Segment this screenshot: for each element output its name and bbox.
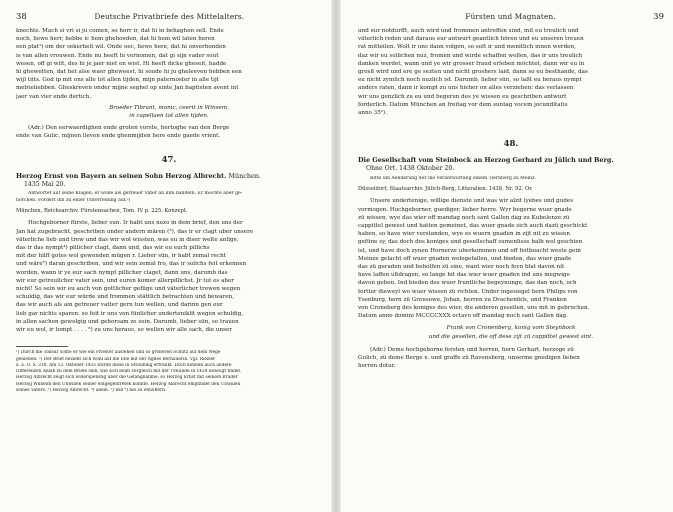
text-line: das zü geraden und beholfen zü sine, want wier noch feyn blat davon nit [358, 264, 565, 271]
document-date-47: 1435 Mai 20. [24, 180, 66, 188]
document-regest-48 [358, 176, 664, 183]
document-regest-47 [16, 191, 322, 204]
footnote-line: seines Vaters. ³) Herzog Albrecht. ⁴) allein. ⁵) wiß ⁶) nie zu entziffern. [16, 388, 167, 394]
text-line: väterlich reden und daraus eur antwurt geantlich hören und eu unseren treuen [358, 36, 584, 43]
text-line: rat mitteilen. Wolt ir uns dann volgen, so solt ir und menitlich innen werden, [358, 44, 576, 51]
right-running-head [358, 12, 664, 22]
right-body-text [358, 197, 664, 320]
text-line: mebteliebben. Gheskreven onder mijne seghel op sinte Jan baptisten avent int [16, 85, 239, 92]
footnote-line: Herzog Wilhelm den Unwillen seiner entgegentreten konnte. Herzog Albrecht empfindet den Unwillen [16, 381, 241, 387]
text-line: hi ghewetten, dat het alse waer gheweest, hi soude hi ju gheleeven hebben een [16, 69, 242, 76]
document-title-48: Die Gesellschaft vom Steinbock an Herzog Gerhard zu Jülich und Berg. [358, 156, 614, 165]
right-signature [358, 324, 664, 340]
address-line: (Adr.) Deme hochgeborne fersten und herren, hern Gerhart, herzoge zü [370, 346, 574, 353]
document-title-47 [16, 172, 322, 181]
text-line: Unsere undertenige, willige dienste und was wir alzit lyebes und gudes [370, 198, 574, 205]
text-line: fortter dieweyl wo wuer wissen zü richten. Under ingesiegel hern Philips von [358, 288, 578, 295]
text-line: grosß wird und ere ge sezten und nicht groshers laid, dann so eu besthande, das [358, 69, 588, 76]
text-line: wir eur getreulicher vater sein, und euren komer allerpillichst. Jr tut es aber [16, 277, 234, 284]
text-line: wir uns genzlich zu eu und begeren des ye wissen eu geschriben antwurt [358, 93, 567, 100]
footnote-rule [16, 346, 68, 347]
text-line: noch, liewe herr, hebbe ic hem ghehoeden, dat hi hem wil laten heren [16, 36, 215, 43]
address-line: herren dotur. [358, 363, 396, 370]
text-line: is van allen vrouwen. Ende nu heeft hi vernomen, dat gi sijn vader sout [16, 52, 219, 59]
text-line: anders raten, dann ir kompt zu uns hieher on alles verziehen: das verlassen [358, 85, 574, 92]
signature-line: in capellaen tot allen tijden. [129, 113, 209, 120]
footnote-line: Differenzen Anlaß zu dem Briefe sein, wie sich beim Vergleich mit der Urkunde in 1428 bezeugt findet. [16, 369, 242, 375]
text-line: een plat¹) om der sekerheit wil. Onde oec, liewe here, dat hi onverbonden [16, 44, 226, 51]
doc-title-text: Herzog Ernst von Bayern an seinen Sohn Herzog Albrecht. [16, 171, 227, 180]
signature-line: Frank von Cronenberg, konig vom Steynbock [446, 325, 576, 332]
doc-place: München. [228, 171, 261, 180]
text-line: danken werdet, wann und ye wir grosser fraud erleben möchtet, dann wir eu in [358, 60, 585, 67]
text-line: forderlich. Datum München an freitag vor dem suntag vocem jocunditatis [358, 101, 568, 108]
text-line: anno 35²). [358, 110, 388, 117]
left-page [16, 12, 322, 504]
right-page-number: 39 [653, 12, 664, 22]
document-number-47: 47. [161, 154, 177, 165]
text-line: have laffen ußdragen, so lange bit das wier wuer gnaden ind uns megwige [358, 272, 570, 279]
footnote-line: a. a. O. S. 318. Am 12. Oktober 1435 wurde diese in Straubing ertränkt. Doch können auch andere [16, 362, 232, 368]
text-line: worden, wann ir ye eur sach nympt pillicher claget, dann uns, darumb das [16, 269, 228, 276]
left-opening-text [16, 27, 322, 101]
text-line: eu nicht zymlich noch nuzlich ist. Darumb, lieber sün, so laßt eu heraus nympt [358, 77, 582, 84]
right-page [358, 12, 664, 504]
text-line: gefüne sy, das doch des koniges und gesellschaff sumenlisse balb wol geschien [358, 239, 583, 246]
text-line: das ir das nympt⁴) pillicher clagt, dann und, das wir eu euch pillichs [16, 245, 210, 252]
text-line: mit der hilff gotes wol gewenden mügen r. Lieber sün, ir habt zemal recht [16, 253, 226, 260]
right-opening-text [358, 27, 664, 117]
regest-line: Bitte um Aenderung der die Verantwortung einem Tiernberg zu Meinz. [370, 175, 536, 181]
text-line: das wir auch als ain getreuer vatter gern tun wellen, und darinn gen eur [16, 302, 223, 309]
left-footnotes [16, 350, 322, 394]
footnote-line: Herzog Albrecht zeigt sich widerspenstig über die Gefangnahme, so Herzog Ernst mit seinem Bruder [16, 375, 238, 381]
text-line: Meinze gelacht off wuer gnaden wolegefallen, und bieden, das wuer gnade [358, 255, 572, 262]
left-running-title: Deutsche Privatbriefe des Mittelalters. [94, 12, 245, 21]
text-line: vormogen. Hochgeborner, guediger, lieber herre. Wyr begerne wuer gnade [358, 206, 572, 213]
text-line: Ysenburg, hern zü Grensowe, Johan, herren zu Drachenfels, und Franken [358, 296, 567, 303]
text-line: Jan hat zugebracht, geschriben under andern mären (³), das ir er clagt uber unsere [16, 228, 254, 235]
text-line: wir eu wol, ir tompt . . . . ⁶) zu uns heraus, so wellen wir alle sach, die unser [16, 327, 232, 334]
text-line: lieb gar nichts sparen: so feit ir uns von fünlicher underteniklit wegen schuldig, [16, 310, 244, 317]
signature-line: Broeder Tibrant, monic, ceerit in Winsem, [109, 104, 229, 111]
left-signature [16, 104, 322, 120]
document-source-47: München, Reichsarchiv. Fürstensachen, Tom. IV p. 225. Konzept. [16, 208, 188, 215]
text-line: wesen, off gi wilt, des hi je jaer niet en wist. Hi heeft dicke gheseit, hadde [16, 60, 227, 67]
text-line: Datum anno domini MCCCCXXX octavo off mandag noch sant Gallen dag. [358, 313, 568, 320]
left-page-number: 38 [16, 12, 27, 22]
text-line: Hochgeborner fürste, lieber sun. Ir habt uns nezo in dem brief, den uns der [28, 220, 243, 227]
text-line: zü wissen, wye das wier off mandag noch sant Gallen dag zu Kubelenze zü [358, 214, 570, 221]
right-running-title: Fürsten und Magnaten. [465, 12, 556, 21]
left-body-text [16, 219, 322, 334]
left-address [16, 124, 322, 140]
right-address [358, 346, 664, 371]
document-date-48: Ohne Ort. 1438 Oktober 20. [366, 165, 455, 173]
text-line: schuldig, das wir eur würde und frommen stättlich betrachten und bewaren, [16, 294, 234, 301]
regest-line: Antwortet auf seine Klagen, er wolle als getreuer Vater an ihm handeln. Er möchte aber ge- [28, 191, 243, 197]
text-line: wijl tiits. God ip mit ons alle tot allen tijden, mijn paternoster in alle tijt [16, 77, 219, 84]
text-line: ist, und have doch zynen Hornerze uberkommen und off feitbuacht weste gein [358, 247, 581, 254]
text-line: in allen sachen gewolgig und gehorsam ze sein. Darumb, lieber sün, so trauen [16, 318, 239, 325]
text-line: väterliche lieb und trew und das wir wol wissten, was eu in diser welte anlige, [16, 236, 239, 243]
document-number-48: 48. [503, 139, 519, 150]
text-line: jaer van vier ende dertich. [16, 93, 92, 100]
text-line: nicht! So sein wir eu auch von gottlicher gefüge und väterlicher trewen wegen [16, 286, 241, 293]
footnote-line: ¹) Durch die Tonsur sollte er wie ein Priester ausfehen und so größeren Schutz auf dem Wege [16, 350, 221, 356]
text-line: knechte. Mach si vri si ju comen, so horr ir, dat hi in behaghen sell. Ende [16, 28, 224, 34]
regest-line: horchen. Fordert ihn zu einer Unterredung auf.²) [16, 197, 131, 203]
address-line: Gulich, zü deme Berge x. und graffe zü Ravensberg, unserme gnedigen lieben [358, 355, 580, 362]
text-line: und wäre⁵) daran geschriben, und wir sein zemal fro, das ir solichs feit erkennen [16, 261, 247, 268]
address-line: (Adr.) Den eerwaerdighen ende groten vorste, hertoghe van den Berge [28, 125, 230, 132]
book-gutter [331, 0, 341, 512]
left-running-head [16, 12, 322, 22]
text-line: daz wir eu sollichen nuz, fromen und wirde schaffen wellen, das ir uns treulich [358, 52, 583, 59]
text-line: von Croneberg des koniges des wier, die anderen gesellen, uns mit in gebruchen. [358, 305, 590, 312]
signature-line: und die gesellen, die off dese zijt zü cappittel gewest sint. [428, 333, 594, 340]
text-line: cappittel gewest und hatten gemeinet, das wuer gnade sich auch dazü geschickt [358, 223, 588, 230]
text-line: haben, so have wier verstanden, wye es wuern gnaden in zijt nit zu wissen [358, 231, 570, 238]
text-line: davon geben. Ind bieden des wuer fruntliche begeynunge, das dan noch, och [358, 280, 577, 287]
footnote-line: genießen. ²) Der Brief bezieht sich wohl auf die Ehe mit der Agnes Bernauerin. Vgl. Riezler [16, 356, 216, 362]
address-line: ende van Gulic, mijnen lieven ende ghenmijden here ende gaede vrient. [16, 133, 221, 140]
text-line: und eur notdurfft, auch wird und frommen antreffen sind, mit eu treulich und [358, 28, 579, 34]
document-source-48: Düsseldorf, Staatsarchiv. Jülich-Berg, Litteralien. 1438. Nr. 92. Or. [358, 186, 533, 193]
